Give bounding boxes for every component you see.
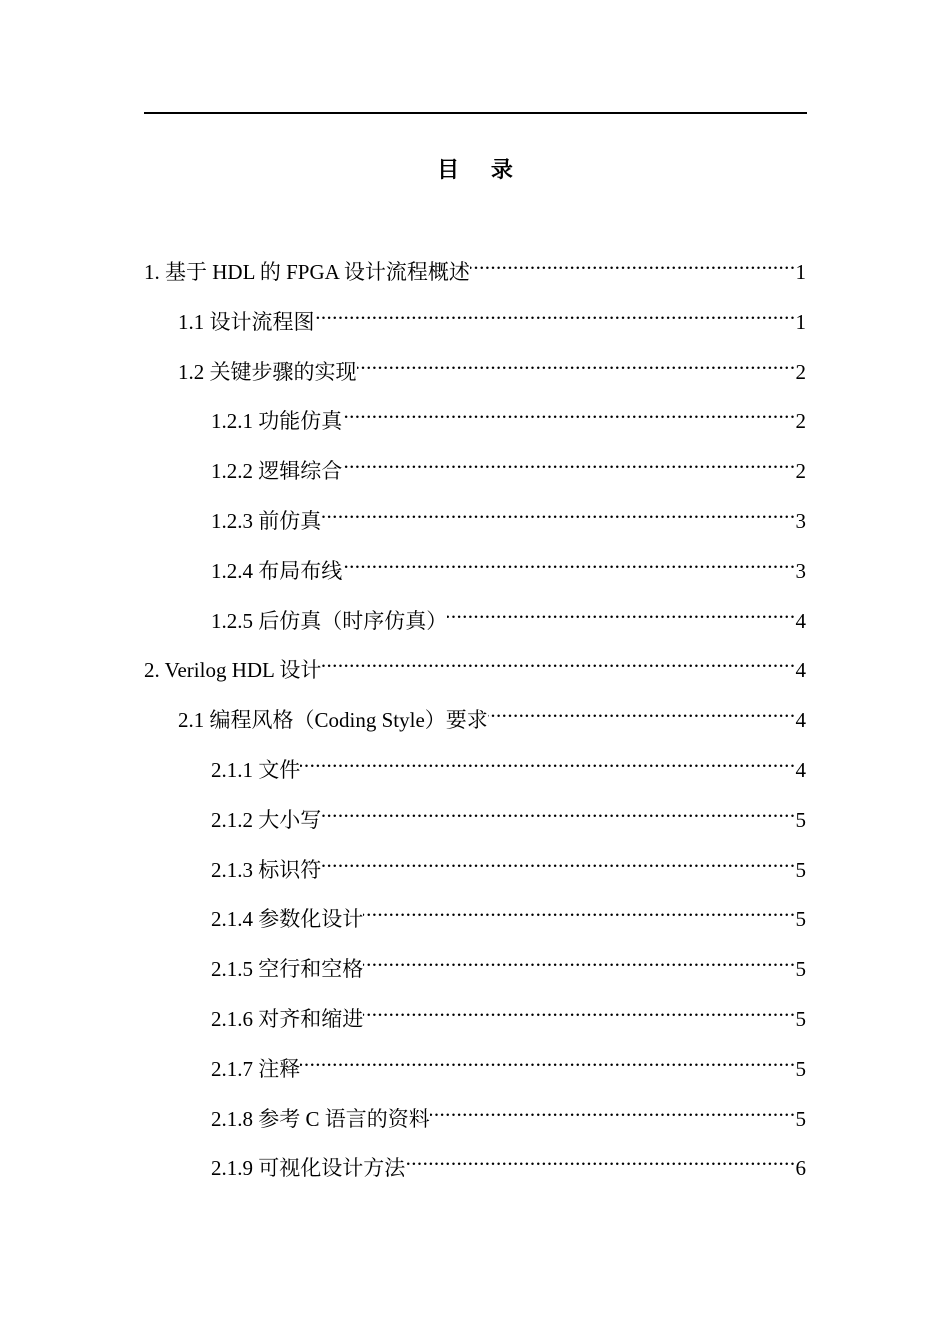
toc-entry-label: 2.1.7 注释 <box>211 1056 301 1081</box>
toc-entry[interactable] <box>0 544 806 594</box>
dot-leader <box>300 743 795 777</box>
toc-entry-label: 1.2.4 布局布线 <box>211 558 343 583</box>
toc-entry[interactable] <box>0 643 806 693</box>
toc-entry[interactable] <box>0 942 806 992</box>
toc-entry-label: 2.1.3 标识符 <box>211 857 322 882</box>
toc-entry-label: 2.1.6 对齐和缩进 <box>211 1006 364 1031</box>
toc-entry[interactable] <box>0 693 806 743</box>
toc-entry-page: 3 <box>795 508 806 533</box>
toc-entry-label: 2. Verilog HDL 设计 <box>144 658 322 683</box>
toc-entry[interactable] <box>0 793 806 843</box>
dot-leader <box>321 843 795 877</box>
toc-entry[interactable] <box>0 843 806 893</box>
dot-leader <box>315 295 796 329</box>
dot-leader <box>363 892 795 926</box>
toc-entry[interactable] <box>0 345 806 395</box>
toc-entry-page: 1 <box>795 309 806 334</box>
header-rule <box>144 112 807 114</box>
dot-leader <box>321 643 795 677</box>
dot-leader <box>342 544 795 578</box>
toc-entry-page: 5 <box>795 1106 806 1131</box>
toc-entry-page: 6 <box>795 1156 806 1181</box>
dot-leader <box>342 394 795 428</box>
dot-leader <box>363 992 795 1026</box>
toc-entry-label: 2.1.1 文件 <box>211 757 301 782</box>
dot-leader <box>430 1092 796 1126</box>
toc-title: 目 录 <box>437 158 525 183</box>
toc-entry[interactable] <box>0 992 806 1042</box>
toc-entry-label: 1. 基于 HDL 的 FPGA 设计流程概述 <box>144 260 470 284</box>
toc-entry[interactable] <box>0 444 806 494</box>
toc-entry-page: 3 <box>795 558 806 583</box>
toc-entry-page: 1 <box>795 260 806 284</box>
toc-entry[interactable] <box>0 1092 806 1142</box>
toc-entry-page: 2 <box>795 409 806 434</box>
toc-entry[interactable] <box>0 245 806 295</box>
dot-leader <box>363 942 795 976</box>
toc-entry-label: 1.2 关键步骤的实现 <box>178 359 357 384</box>
dot-leader <box>357 345 796 379</box>
dot-leader <box>321 494 795 528</box>
toc-entry-page: 5 <box>795 907 806 932</box>
dot-leader <box>300 1042 795 1076</box>
toc-entry-page: 2 <box>795 459 806 484</box>
toc-entry-label: 2.1 编程风格（Coding Style）要求 <box>178 708 488 733</box>
toc-entry-label: 1.2.5 后仿真（时序仿真） <box>211 608 448 633</box>
dot-leader <box>447 594 795 628</box>
dot-leader <box>321 793 795 827</box>
toc-entry[interactable] <box>0 892 806 942</box>
toc-entry-label: 1.2.2 逻辑综合 <box>211 459 343 484</box>
toc-entry-label: 2.1.2 大小写 <box>211 807 322 832</box>
toc-entry[interactable] <box>0 295 806 345</box>
toc-entry-label: 1.1 设计流程图 <box>178 309 315 334</box>
toc-entry-page: 4 <box>795 608 806 633</box>
toc-entry-page: 5 <box>795 1056 806 1081</box>
toc-entry-page: 5 <box>795 957 806 982</box>
toc-entry[interactable] <box>0 494 806 544</box>
toc-entry-page: 5 <box>795 1006 806 1031</box>
dot-leader <box>470 245 796 279</box>
toc-entry-label: 2.1.4 参数化设计 <box>211 907 364 932</box>
toc-entry-page: 5 <box>795 807 806 832</box>
dot-leader <box>342 444 795 478</box>
toc-entry-label: 1.2.3 前仿真 <box>211 508 322 533</box>
dot-leader <box>405 1141 795 1175</box>
toc-entry[interactable] <box>0 743 806 793</box>
toc-entry[interactable] <box>0 1141 806 1191</box>
toc-entry-page: 2 <box>795 359 806 384</box>
toc-entry-label: 1.2.1 功能仿真 <box>211 409 343 434</box>
toc-entry-page: 5 <box>795 857 806 882</box>
toc-entry-label: 2.1.5 空行和空格 <box>211 957 364 982</box>
toc-entry[interactable] <box>0 394 806 444</box>
toc-entry[interactable] <box>0 594 806 644</box>
toc-entry-page: 4 <box>795 658 806 683</box>
toc-entry-page: 4 <box>795 757 806 782</box>
dot-leader <box>488 693 796 727</box>
toc-entry[interactable] <box>0 1042 806 1092</box>
table-of-contents <box>0 245 950 1191</box>
toc-entry-label: 2.1.8 参考 C 语言的资料 <box>211 1106 430 1131</box>
toc-entry-label: 2.1.9 可视化设计方法 <box>211 1156 406 1181</box>
toc-entry-page: 4 <box>795 708 806 733</box>
